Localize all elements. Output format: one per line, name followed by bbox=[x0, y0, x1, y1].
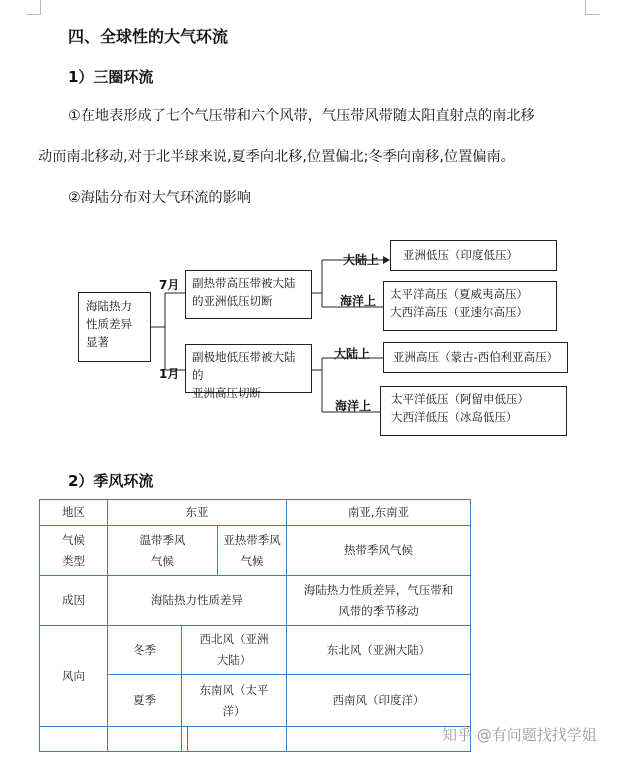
label-land-jan: 大陆上 bbox=[334, 347, 371, 361]
july-node-box bbox=[185, 270, 312, 319]
label-july: 7月 bbox=[159, 278, 180, 292]
cell-cause-east-asia: 海陆热力性质差异 bbox=[151, 593, 243, 607]
label-january: 1月 bbox=[159, 367, 180, 381]
cell-temperate-monsoon: 温带季风 气候 bbox=[139, 532, 186, 568]
cell-winter-east-asia: 西北风（亚洲 大陆） bbox=[199, 632, 269, 667]
subsection-title-monsoon: 2）季风环流 bbox=[68, 472, 154, 490]
cell-summer-south-asia: 西南风（印度洋） bbox=[332, 693, 425, 707]
subsection-title-three-cell: 1）三圈环流 bbox=[68, 68, 154, 86]
cell-tropical-monsoon: 热带季风气候 bbox=[344, 543, 413, 557]
paragraph-1-line-2: 动而南北移动,对于北半球来说,夏季向北移,位置偏北;冬季向南移,位置偏南。 bbox=[38, 149, 515, 165]
jan-node-line-2: 亚洲高压切断 bbox=[192, 386, 261, 400]
root-line-2: 性质差异 bbox=[86, 317, 132, 331]
jan-node-box bbox=[185, 344, 312, 400]
paragraph-2: ②海陆分布对大气环流的影响 bbox=[68, 190, 251, 206]
zhihu-watermark: 知乎 @有问题找找学姐 bbox=[442, 726, 597, 744]
jan-node-line-1: 副极地低压带被大陆的 bbox=[192, 350, 296, 382]
diagram-root-box bbox=[78, 292, 151, 362]
result-jan-land: 亚洲高压（蒙古-西伯利亚高压） bbox=[393, 350, 559, 364]
result-jan-ocean-1: 太平洋低压（阿留申低压） bbox=[391, 392, 529, 406]
cell-cause-south-asia: 海陆热力性质差异，气压带和 风带的季节移动 bbox=[303, 582, 454, 618]
section-title: 四、全球性的大气环流 bbox=[68, 27, 229, 46]
cell-east-asia: 东亚 bbox=[185, 505, 209, 519]
july-node-line-1: 副热带高压带被大陆 bbox=[192, 276, 296, 290]
cell-region-label: 地区 bbox=[62, 505, 85, 519]
cell-winter-south-asia: 东北风（亚洲大陆） bbox=[326, 642, 431, 657]
cell-subtropical-monsoon: 亚热带季风 气候 bbox=[223, 532, 281, 568]
label-land-july: 大陆上 bbox=[343, 253, 380, 267]
root-line-3: 显著 bbox=[86, 335, 109, 349]
cell-winter: 冬季 bbox=[133, 642, 156, 657]
result-box-jan-land bbox=[383, 342, 568, 373]
label-ocean-july: 海洋上 bbox=[340, 294, 377, 308]
result-jan-ocean-2: 大西洋低压（冰岛低压） bbox=[391, 410, 518, 424]
result-box-july-ocean bbox=[383, 281, 557, 331]
result-box-july-land bbox=[390, 240, 557, 271]
paragraph-1-line-1: ①在地表形成了七个气压带和六个风带，气压带风带随太阳直射点的南北移 bbox=[68, 108, 535, 124]
root-line-1: 海陆热力 bbox=[86, 299, 132, 313]
result-box-jan-ocean bbox=[380, 386, 567, 436]
cell-wind-label: 风向 bbox=[62, 668, 85, 683]
result-july-ocean-2: 大西洋高压（亚速尔高压） bbox=[390, 305, 528, 319]
result-july-land: 亚洲低压（印度低压） bbox=[403, 248, 518, 262]
cell-south-asia: 南亚,东南亚 bbox=[347, 505, 410, 519]
label-ocean-jan: 海洋上 bbox=[335, 399, 372, 413]
result-july-ocean-1: 太平洋高压（夏威夷高压） bbox=[390, 287, 528, 301]
cell-summer: 夏季 bbox=[133, 693, 156, 707]
cell-summer-east-asia: 东南风（太平 洋） bbox=[199, 682, 269, 718]
july-node-line-2: 的亚洲低压切断 bbox=[192, 294, 273, 308]
cell-climate-label: 气候 类型 bbox=[62, 532, 85, 568]
cell-cause-label: 成因 bbox=[62, 593, 85, 607]
monsoon-table bbox=[39, 499, 471, 752]
